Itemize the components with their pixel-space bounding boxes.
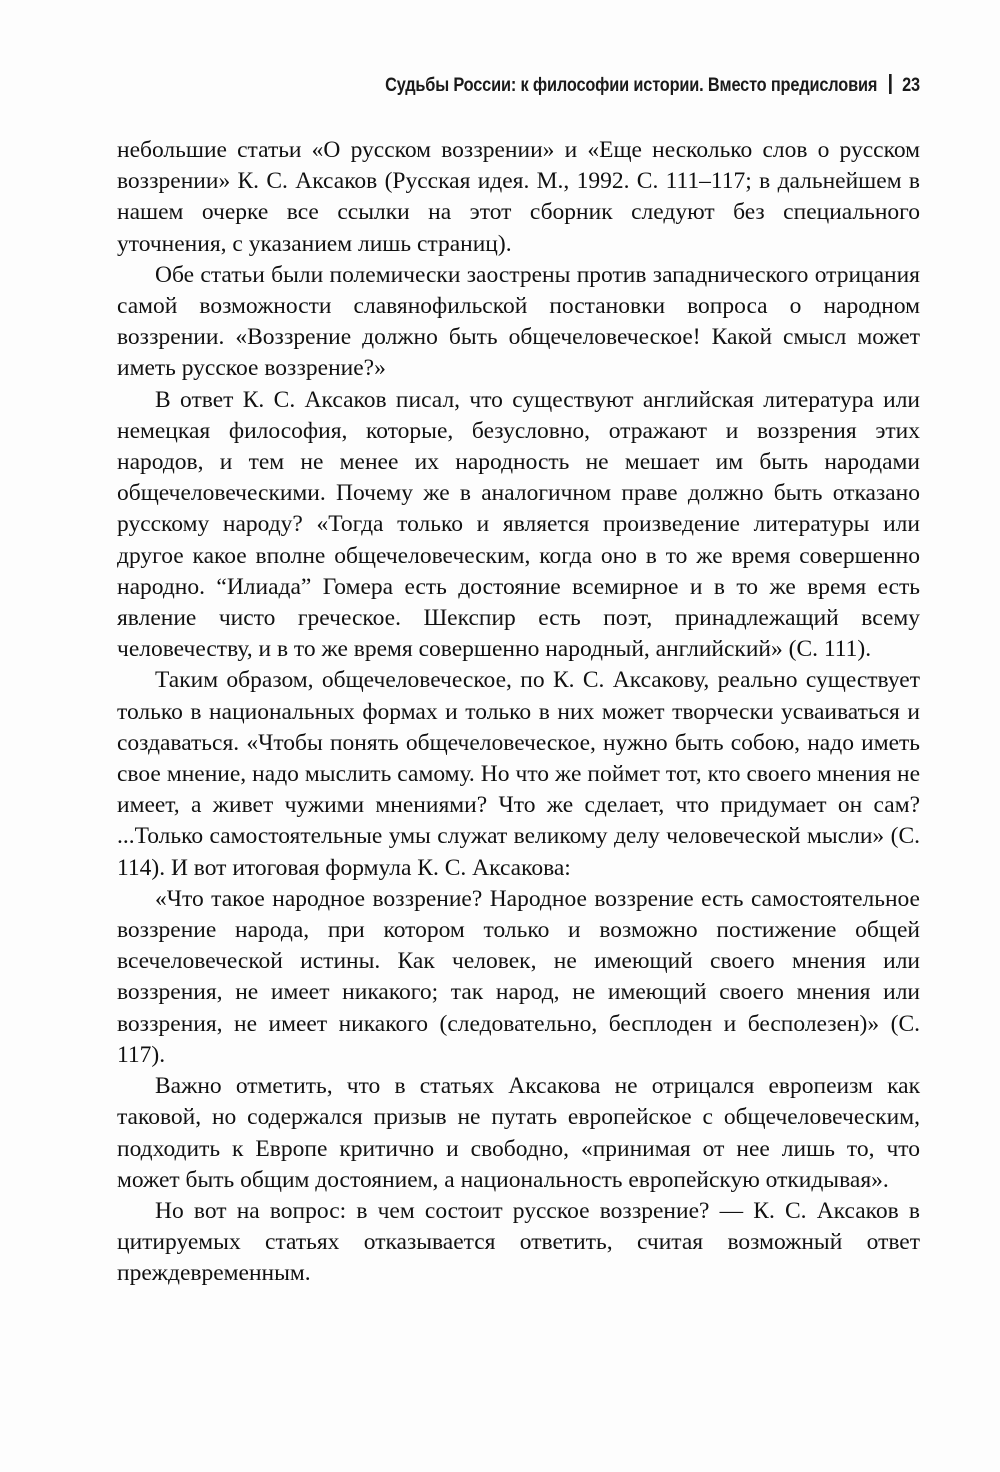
paragraph: Важно отметить, что в статьях Аксакова не отрицался европеизм как таковой, но содержался призыв не путать европейское с общечеловеческим, подходить к Европе критично и свободно, «принимая от нее лишь то, что может быть общим достоянием, а национальность европейскую откидывая». — [117, 1073, 920, 1193]
paragraph: В ответ К. С. Аксаков писал, что существуют английская литература или немецкая философия, которые, безусловно, отражают и воззрения этих народов, и тем не менее их народность не мешает им быть народами общечеловеческими. Почему же в аналогичном праве должно быть отказано русскому народу? «Тогда только и является произведение литературы или другое какое вполне общечеловеческим, когда оно в то же время совершенно народно. “Илиада” Гомера есть достояние всемирное и в то же время есть явление чисто греческое. Шекспир есть поэт, принадлежащий всему человечеству, и в то же время совершенно народный, английский» (С. 111). — [117, 386, 920, 663]
running-header — [385, 74, 920, 97]
paragraph-continued: небольшие статьи «О русском воззрении» и «Еще несколько слов о русском воззрении» К. С. Аксаков (Русская идея. М., 1992. С. 111–117; в дальнейшем в нашем очерке все ссылки на этот сборник следуют без специального уточнения, с указанием лишь страниц). — [117, 137, 920, 257]
block-quote-paragraph: «Что такое народное воззрение? Народное воззрение есть самостоятельное воззрение народа, при котором только и возможно постижение общей всечеловеческой истины. Как человек, не имеющий своего мнения или воззрения, не имеет никакого; так народ, не имеющий своего мнения или воззрения, не имеет никакого (следовательно, бесплоден и бесполезен)» (С. 117). — [117, 885, 920, 1068]
paragraph: Обе статьи были полемически заострены против западнического отрицания самой возможности славянофильской постановки вопроса о народном воззрении. «Воззрение должно быть общечеловеческое! Какой смысл может иметь русское воззрение?» — [117, 261, 920, 382]
body-text — [117, 135, 920, 1290]
paragraph: Но вот на вопрос: в чем состоит русское воззрение? — К. С. Аксаков в цитируемых статьях отказывается ответить, считая возможный ответ преждевременным. — [117, 1197, 920, 1287]
page-number: 23 — [902, 75, 920, 96]
running-header-title: Судьбы России: к философии истории. Вместо предисловия — [385, 75, 878, 96]
header-separator — [889, 74, 892, 94]
paragraph: Таким образом, общечеловеческое, по К. С. Аксакову, реально существует только в национальных формах и только в них может творчески усваиваться и создаваться. «Чтобы понять общечеловеческое, нужно быть собою, надо иметь свое мнение, надо мыслить самому. Но что же поймет тот, кто своего мнения не имеет, а живет чужими мнениями? Что же сделает, что придумает он сам? ...Только самостоятельные умы служат великому делу человеческой мысли» (С. 114). И вот итоговая формула К. С. Аксакова: — [117, 667, 920, 881]
